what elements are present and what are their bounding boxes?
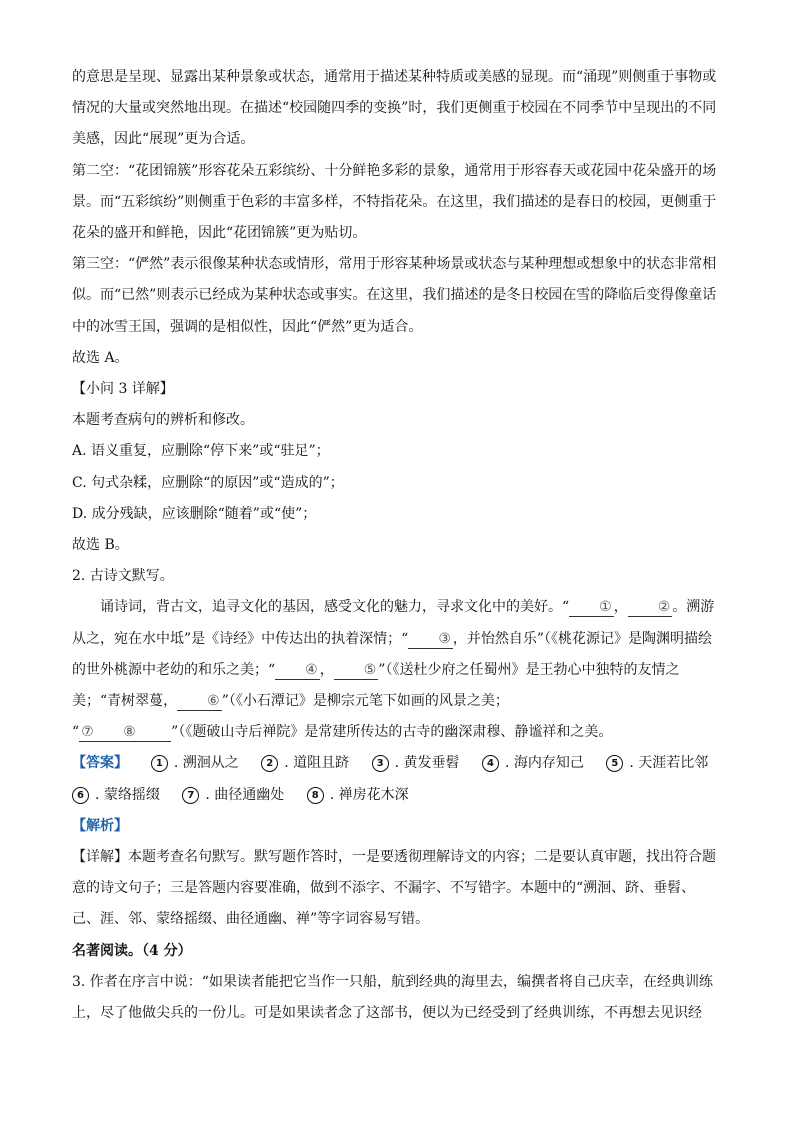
section-title: 名著阅读。（4 分）	[72, 942, 192, 959]
blank-4: ④	[275, 661, 320, 680]
answer-item: 4 . 海内存知己	[482, 748, 584, 779]
answer-label: 【答案】	[72, 755, 128, 772]
answer-item: 2 . 道阻且跻	[261, 748, 349, 779]
paragraph-6: 本题考查病句的辨析和修改。	[72, 412, 254, 429]
paragraph-2: 第二空：“花团锦簇”形容花朵五彩缤纷、十分鲜艳多彩的景象，通常用于形容春天或花园中花朵盛开的场景。而“五彩缤纷”则侧重于色彩的丰富多样，不特指花朵。在这里，我们描述的是春日的校园，更侧重于花朵的盛开和鲜艳，因此“花团锦簇”更为贴切。	[72, 162, 717, 242]
option-d: D. 成分残缺，应该删除“随着”或“使”；	[72, 505, 317, 522]
blank-6: ⑥	[177, 692, 222, 711]
paragraph-1: 的意思是呈现、显露出某种景象或状态，通常用于描述某种特质或美感的显现。而“涌现”则侧重于事物或情况的大量或突然地出现。在描述“校园随四季的变换”时，我们更侧重于校园在不同季节中呈现出的不同美感，因此“展现”更为合适。	[72, 69, 717, 148]
blank-5: ⑤	[334, 661, 379, 680]
conclusion-a: 故选 A。	[72, 349, 129, 366]
option-c: C. 句式杂糅，应删除“的原因”或“造成的”；	[72, 474, 344, 491]
answer-item: 7 . 曲径通幽处	[182, 780, 284, 811]
answer-item: 6 . 蒙络摇缀	[72, 780, 160, 811]
q2-text: 诵诗词，背古文，追寻文化的基因，感受文化的魅力，寻求文化中的美好。“	[100, 599, 570, 616]
option-a: A. 语义重复，应删除“停下来”或“驻足”；	[72, 443, 330, 460]
analysis-label: 【解析】	[72, 817, 128, 834]
blank-2: ②	[628, 598, 673, 617]
blank-7: ⑦	[79, 723, 121, 742]
paragraph-3: 第三空：“俨然”表示很像某种状态或情形，常用于形容某种场景或状态与某种理想或想象中的状态非常相似。而“已然”则表示已经成为某种状态或事实。在这里，我们描述的是冬日校园在雪的降临后变得像童话中的冰雪王国，强调的是相似性，因此“俨然”更为适合。	[72, 256, 717, 335]
answer-row-1	[72, 748, 722, 779]
answer-item: 3 . 黄发垂髫	[372, 748, 460, 779]
question-3: 3. 作者在序言中说：“如果读者能把它当作一只船，航到经典的海里去，编撰者将自己庆幸，在经典训练上，尽了他做尖兵的一份儿。可是如果读者念了这部书，便以为已经受到了经典训练，不再想去见识经	[72, 973, 713, 1022]
blank-1: ①	[569, 598, 614, 617]
answer-item: 1 . 溯洄从之	[151, 748, 239, 779]
question-2-title: 2. 古诗文默写。	[72, 568, 174, 585]
answer-item: 8 . 禅房花木深	[307, 780, 409, 811]
conclusion-b: 故选 B。	[72, 537, 129, 554]
question-2-body-line-2: “ ⑦ ⑧ ”（《题破山寺后禅院》是常建所传达的古寺的幽深肃穆、静谧祥和之美。	[72, 724, 613, 741]
answer-item: 5 . 天涯若比邻	[606, 748, 708, 779]
blank-3: ③	[408, 630, 453, 649]
analysis-detail: 【详解】本题考查名句默写。默写题作答时，一是要透彻理解诗文的内容；二是要认真审题，找出符合题意的诗文句子；三是答题内容要准确，做到不添字、不漏字、不写错字。本题中的“溯洄、跻、垂髫、己、涯、邻、蒙络摇缀、曲径通幽、禅”等字词容易写错。	[72, 849, 716, 928]
blank-8: ⑧	[121, 723, 171, 742]
answer-row-2	[72, 780, 722, 811]
sub-question-3-heading: 【小问 3 详解】	[72, 381, 174, 398]
question-2-body: 诵诗词，背古文，追寻文化的基因，感受文化的魅力，寻求文化中的美好。“ ① ， ② 。溯游从之，宛在水中坻”是《诗经》中传达出的执着深情；“ ③ ，并怡然自乐”（《桃花源记》是陶渊明描绘的世外桃源中老幼的和乐之美；“ ④ ， ⑤ ”（《送杜少府之任蜀州》是王勃心中独特的友情之美；“青树翠蔓， ⑥ ”（《小石潭记》是柳宗元笔下如画的风景之美；	[72, 599, 715, 710]
